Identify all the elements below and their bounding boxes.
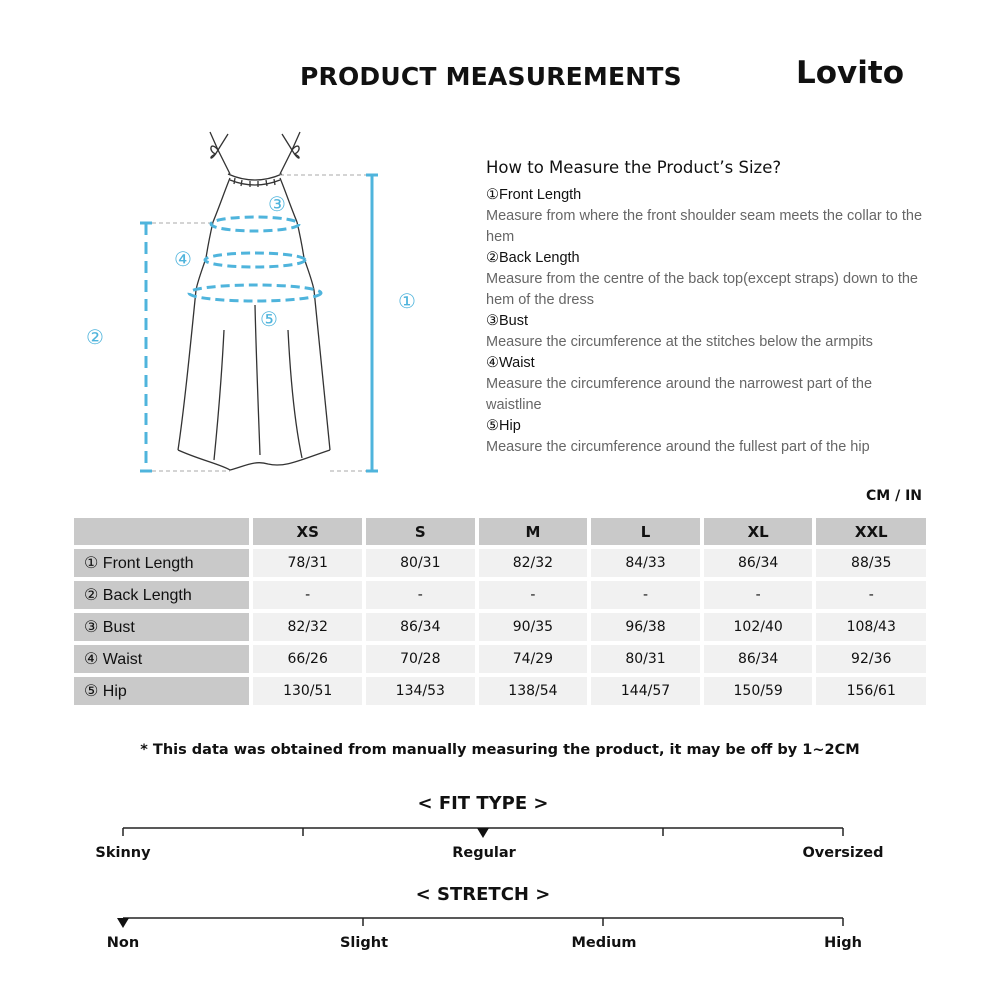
table-cell: 90/35 (479, 613, 588, 641)
measure-name: ③Bust (486, 313, 529, 329)
stretch-selected-marker (117, 918, 129, 928)
table-cell: 80/31 (591, 645, 700, 673)
row-label: ① Front Length (74, 549, 249, 577)
measure-back-length (486, 248, 926, 311)
stretch-label-high: High (824, 935, 862, 951)
table-cell: 156/61 (816, 677, 926, 705)
table-cell: 74/29 (479, 645, 588, 673)
measure-desc: Measure the circumference around the fullest part of the hip (486, 439, 870, 455)
table-row (74, 677, 926, 705)
how-to-heading: How to Measure the Product’s Size? (486, 158, 782, 177)
fit-label-oversized: Oversized (802, 845, 884, 861)
table-cell: 86/34 (704, 645, 813, 673)
marker-front-length: ① (398, 289, 416, 313)
size-table (74, 518, 926, 709)
row-label: ② Back Length (74, 581, 249, 609)
header-blank (74, 518, 249, 545)
table-cell: - (366, 581, 475, 609)
table-cell: 144/57 (591, 677, 700, 705)
measure-name: ②Back Length (486, 250, 580, 266)
how-to-measure (486, 158, 926, 458)
row-label: ⑤ Hip (74, 677, 249, 705)
table-cell: - (253, 581, 362, 609)
measure-hip (486, 416, 926, 458)
marker-hip: ⑤ (260, 307, 278, 331)
table-cell: 138/54 (479, 677, 588, 705)
size-header: XXL (816, 518, 926, 545)
table-cell: 108/43 (816, 613, 926, 641)
row-label: ④ Waist (74, 645, 249, 673)
measure-front-length (486, 185, 926, 248)
back-length-line (140, 223, 152, 471)
size-header: L (591, 518, 700, 545)
waist-ellipse (205, 253, 305, 267)
table-cell: - (479, 581, 588, 609)
table-cell: 82/32 (253, 613, 362, 641)
front-length-line (366, 175, 378, 471)
table-cell: 86/34 (704, 549, 813, 577)
table-cell: - (816, 581, 926, 609)
table-cell: 78/31 (253, 549, 362, 577)
table-row (74, 645, 926, 673)
measure-name: ⑤Hip (486, 418, 521, 434)
fit-label-regular: Regular (452, 845, 516, 861)
measure-name: ①Front Length (486, 187, 582, 203)
table-cell: - (704, 581, 813, 609)
table-row (74, 581, 926, 609)
dress-diagram (80, 130, 440, 490)
units-label: CM / IN (866, 488, 922, 504)
table-cell: 92/36 (816, 645, 926, 673)
measurement-note: * This data was obtained from manually measuring the product, it may be off by 1~2CM (140, 742, 860, 758)
stretch-label-non: Non (106, 935, 140, 951)
stretch-title: < STRETCH > (415, 884, 551, 905)
table-cell: 102/40 (704, 613, 813, 641)
measure-bust (486, 311, 926, 353)
table-cell: 96/38 (591, 613, 700, 641)
hip-ellipse (189, 285, 321, 301)
table-cell: 80/31 (366, 549, 475, 577)
fit-selected-marker (477, 828, 489, 838)
bust-ellipse (211, 217, 299, 231)
size-header: S (366, 518, 475, 545)
marker-waist: ④ (174, 247, 192, 271)
stretch-label-slight: Slight (339, 935, 389, 951)
marker-back-length: ② (86, 325, 104, 349)
table-cell: 82/32 (479, 549, 588, 577)
measure-desc: Measure from where the front shoulder seam meets the collar to the hem (486, 208, 923, 245)
table-cell: - (591, 581, 700, 609)
measure-desc: Measure from the centre of the back top(except straps) down to the hem of the dress (486, 271, 918, 308)
fit-type-title: < FIT TYPE > (417, 793, 549, 814)
stretch-label-medium: Medium (571, 935, 637, 951)
table-cell: 84/33 (591, 549, 700, 577)
table-cell: 66/26 (253, 645, 362, 673)
table-cell: 88/35 (816, 549, 926, 577)
measure-waist (486, 353, 926, 416)
table-header-row (74, 518, 926, 545)
measure-desc: Measure the circumference at the stitches below the armpits (486, 334, 873, 350)
table-cell: 86/34 (366, 613, 475, 641)
brand-logo: Lovito (796, 55, 905, 91)
measure-name: ④Waist (486, 355, 535, 371)
marker-bust: ③ (268, 192, 286, 216)
fit-label-skinny: Skinny (95, 845, 151, 861)
size-header: XL (704, 518, 813, 545)
table-row (74, 613, 926, 641)
table-cell: 70/28 (366, 645, 475, 673)
measure-desc: Measure the circumference around the narrowest part of the waistline (486, 376, 873, 413)
table-cell: 150/59 (704, 677, 813, 705)
page-title: PRODUCT MEASUREMENTS (300, 62, 682, 91)
table-cell: 130/51 (253, 677, 362, 705)
table-row (74, 549, 926, 577)
size-header: M (479, 518, 588, 545)
size-header: XS (253, 518, 362, 545)
table-cell: 134/53 (366, 677, 475, 705)
dress-illustration (178, 132, 330, 470)
row-label: ③ Bust (74, 613, 249, 641)
